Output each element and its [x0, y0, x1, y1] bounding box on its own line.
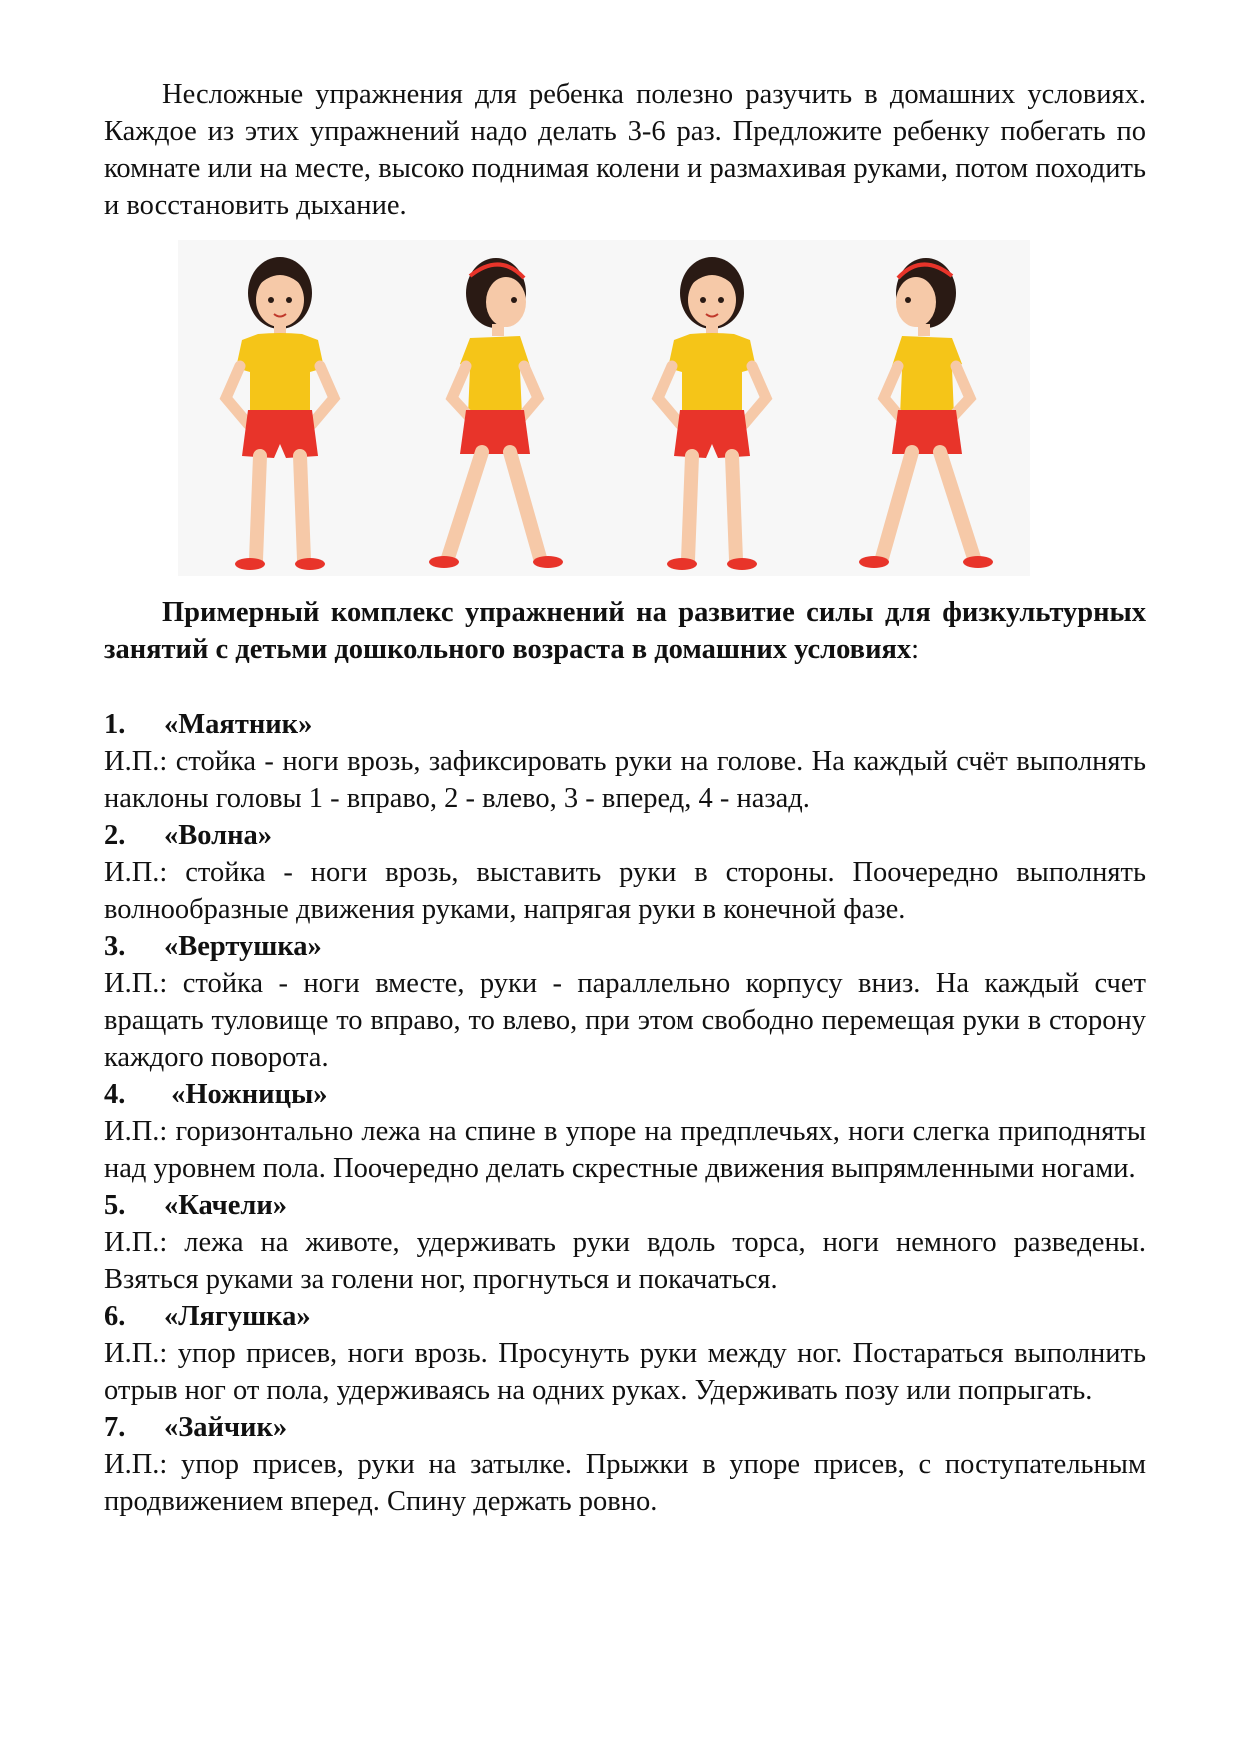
exercise-item: [104, 1409, 1146, 1520]
exercise-description: И.П.: упор присев, ноги врозь. Просунуть руки между ног. Постараться выполнить отрыв ног от пола, удерживаясь на одних руках. Удерживать позу или попрыгать.: [104, 1338, 1146, 1406]
page-body: [104, 76, 1146, 224]
exercise-number: 4.: [104, 1079, 126, 1110]
exercise-title: «Вертушка»: [164, 931, 322, 962]
section-heading: [104, 594, 1146, 668]
exercise-illustration: [178, 240, 1030, 576]
intro-paragraph: Несложные упражнения для ребенка полезно разучить в домашних условиях. Каждое из этих упражнений надо делать 3-6 раз. Предложите ребенку побегать по комнате или на месте, высоко поднимая колени и размахивая руками, потом походить и восстановить дыхание.: [104, 79, 1146, 221]
exercise-title: «Качели»: [164, 1190, 288, 1221]
exercise-item: [104, 1076, 1146, 1187]
exercise-title: «Маятник»: [164, 709, 313, 740]
exercise-description: И.П.: стойка - ноги вместе, руки - параллельно корпусу вниз. На каждый счет вращать туловище то вправо, то влево, при этом свободно перемещая руки в сторону каждого поворота.: [104, 968, 1146, 1073]
exercise-description: И.П.: стойка - ноги врозь, зафиксировать руки на голове. На каждый счёт выполнять наклоны головы 1 - вправо, 2 - влево, 3 - вперед, 4 - назад.: [104, 746, 1146, 814]
exercise-item: [104, 706, 1146, 817]
girl-figure-3: [658, 257, 766, 570]
exercise-title: «Лягушка»: [164, 1301, 311, 1332]
girl-figure-1: [226, 257, 334, 570]
exercise-description: И.П.: лежа на животе, удерживать руки вдоль торса, ноги немного разведены. Взяться руками за голени ног, прогнуться и покачаться.: [104, 1227, 1146, 1295]
exercise-description: И.П.: стойка - ноги врозь, выставить руки в стороны. Поочередно выполнять волнообразные движения руками, напрягая руки в конечной фазе.: [104, 857, 1146, 925]
exercise-item: [104, 817, 1146, 928]
section-heading-colon: :: [911, 634, 920, 665]
exercise-list: [104, 706, 1146, 1520]
girl-figure-2: [429, 258, 563, 568]
exercise-number: 5.: [104, 1190, 126, 1221]
exercise-item: [104, 1187, 1146, 1298]
exercise-title: «Зайчик»: [164, 1412, 288, 1443]
section-heading-text: Примерный комплекс упражнений на развитие силы для физкультурных занятий с детьми дошкольного возраста в домашних условиях: [104, 597, 1146, 665]
exercise-number: 6.: [104, 1301, 126, 1332]
exercise-item: [104, 928, 1146, 1076]
girls-figure-svg: [178, 240, 1030, 576]
exercise-title: «Волна»: [164, 820, 273, 851]
exercise-item: [104, 1298, 1146, 1409]
exercise-number: 3.: [104, 931, 126, 962]
exercise-description: И.П.: горизонтально лежа на спине в упоре на предплечьях, ноги слегка приподняты над уровнем пола. Поочередно делать скрестные движения выпрямленными ногами.: [104, 1116, 1146, 1184]
exercise-number: 2.: [104, 820, 126, 851]
exercise-number: 1.: [104, 709, 126, 740]
girl-figure-4: [859, 258, 993, 568]
exercise-title: «Ножницы»: [164, 1079, 328, 1110]
exercise-number: 7.: [104, 1412, 126, 1443]
exercise-description: И.П.: упор присев, руки на затылке. Прыжки в упоре присев, с поступательным продвижением вперед. Спину держать ровно.: [104, 1449, 1146, 1517]
